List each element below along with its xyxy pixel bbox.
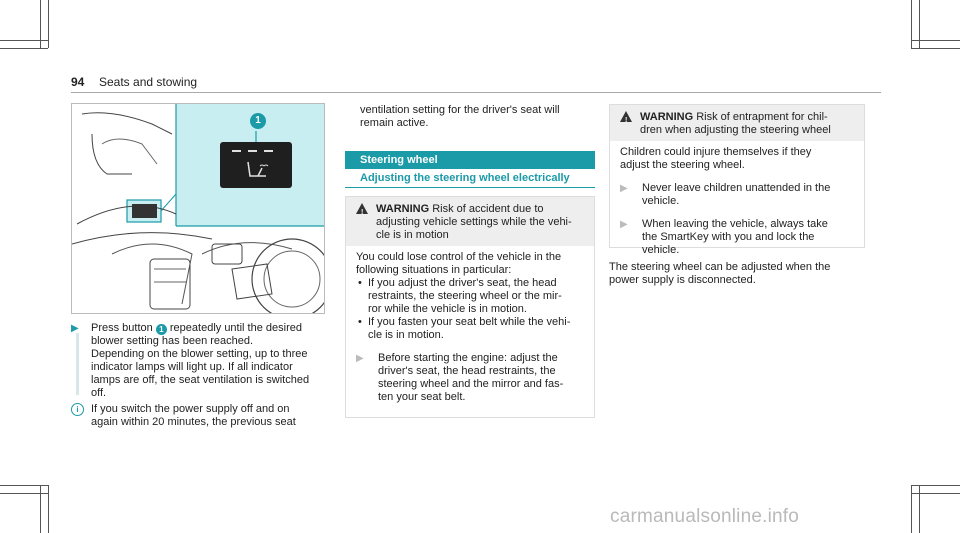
warning-header: ! WARNING Risk of entrapment for chil- dren when adjusting the steering wheel [610, 105, 864, 141]
info-note: i If you switch the power supply off and on again within 20 minutes, the previous seat [71, 403, 331, 429]
warning-body: You could lose control of the vehicle in the following situations in particular: • If you adjust the driver's seat, the head restraints, the steering wheel or the mir- ror while the vehicle is in motion. • If you fasten your seat belt while the vehi- cle is in motion. ▶ Before starting the engine: adjust the driver's seat, the head restraints, the steering wheel and the mirror and fas- ten your seat belt. [346, 246, 594, 410]
warning-action: ▶ When leaving the vehicle, always take the SmartKey with you and lock the vehicle. [620, 218, 828, 256]
crop-mark [48, 0, 49, 48]
crop-mark [911, 40, 960, 41]
subheading: Adjusting the steering wheel electrically [345, 172, 595, 188]
step-arrow-icon: ▶ [620, 183, 628, 194]
watermark: carmanualsonline.info [610, 506, 800, 527]
crop-mark [911, 48, 960, 49]
callout-1: 1 [250, 113, 266, 129]
header-rule [71, 92, 881, 93]
step-arrow-icon: ▶ [620, 219, 628, 230]
step-arrow-icon: ▶ [356, 353, 364, 364]
warning-action: ▶ Before starting the engine: adjust the driver's seat, the head restraints, the steering wheel and the mirror and fas- ten your seat belt. [356, 352, 564, 403]
list-item: • If you fasten your seat belt while the vehi- cle is in motion. [356, 316, 584, 342]
crop-mark [0, 40, 48, 41]
body-paragraph: The steering wheel can be adjusted when the power supply is disconnected. [609, 261, 831, 286]
warning-box-entrapment [609, 104, 865, 256]
step-arrow-icon: ▶ [71, 323, 79, 334]
instruction-column [71, 322, 331, 429]
crop-mark [0, 48, 48, 49]
crop-mark [0, 493, 48, 494]
step-press-button: ▶ Press button 1 repeatedly until the desired blower setting has been reached. Depending on the blower setting, up to three indicator lamps will light up. If all indicator lamps are off, the seat ventilation is switched off. [71, 322, 310, 399]
crop-mark [911, 493, 960, 494]
warning-action: ▶ Never leave children unattended in the vehicle. [620, 182, 831, 207]
crop-mark [0, 485, 48, 486]
continuation-text: ventilation setting for the driver's seat will remain active. [360, 104, 560, 129]
door-panel-drawing [72, 104, 324, 313]
running-header: Seats and stowing [99, 75, 198, 89]
info-icon: i [71, 403, 84, 416]
warning-box-accident [345, 196, 595, 418]
warning-header: ! WARNING Risk of accident due to adjusting vehicle settings while the vehi- cle is in motion [346, 197, 594, 246]
door-panel-illustration [71, 103, 325, 314]
section-title: Steering wheel [345, 151, 595, 169]
crop-mark [911, 485, 960, 486]
page-number: 94 [71, 75, 85, 89]
callout-ref-1: 1 [156, 324, 167, 335]
warning-body: Children could injure themselves if they adjust the steering wheel. ▶ Never leave children unattended in the vehicle. ▶ When leaving the vehicle, always take the SmartKey with you and lock the vehicle. [610, 141, 864, 263]
list-item: • If you adjust the driver's seat, the head restraints, the steering wheel or the mir- ror while the vehicle is in motion. [356, 277, 584, 316]
seat-switch-panel [220, 142, 292, 188]
crop-mark [48, 485, 49, 533]
